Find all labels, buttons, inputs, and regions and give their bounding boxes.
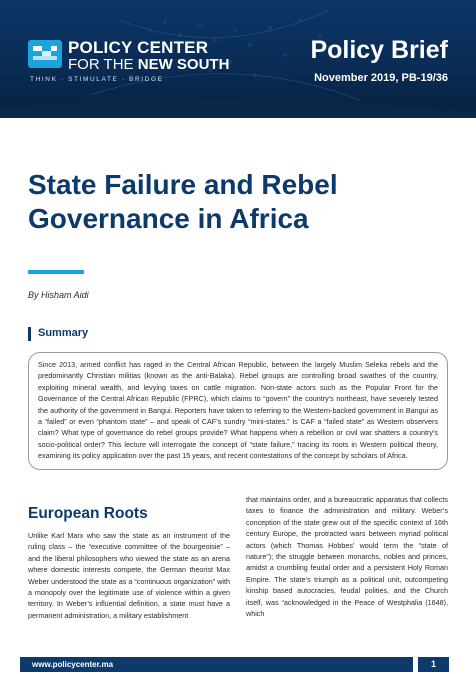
logo-line2: FOR THE NEW SOUTH [68,56,230,73]
page-number: 1 [418,657,449,672]
header-banner [0,0,476,118]
section-heading: European Roots [28,505,148,522]
logo-line1: POLICY CENTER [68,38,209,57]
logo-tagline: THINK · STIMULATE · BRIDGE [30,76,164,83]
page-title: State Failure and Rebel Governance in Africa [28,169,338,234]
footer-url-link[interactable]: www.policycenter.ma [32,660,114,669]
logo-mark-icon [28,40,62,68]
summary-box [28,352,448,470]
doc-date-ref: November 2019, PB-19/36 [314,72,448,84]
body-column-right: that maintains order, and a bureaucratic apparatus that collects taxes to finance the administration and military. Weber’s conception of the state grew out of the specific context of 16th century Europe, the protracted wars between myriad political actors (which Thomas Hobbes’ would term the “state of nature”); the struggle between monarchs, nobles and princes, amidst a crumbling feudal order and a persistent Holy Roman Empire. The state’s triumph as a political unit, outcompeting kinship based autocracies, feudal polities, and the Church itself, was “acknowledged in the Peace of Westphalia (1648), which [246,495,448,619]
summary-heading: Summary [38,327,89,339]
title-accent-rule [28,270,84,274]
doc-type-title: Policy Brief [310,36,448,64]
body-column-left: Unlike Karl Marx who saw the state as an instrument of the ruling class – the “executive committee of the bourgeoisie” – and the liberal philosophers who viewed the state as an arena where domestic interests compete, the German theorist Max Weber understood the state as a “continuous organization” with a monopoly over the legitimate use of violence within a given territory. In Weber’s influential definition, a state must have a permanent administration, a military establishment [28,531,230,620]
summary-marker [28,327,31,341]
author-byline: By Hisham Aidi [28,290,89,300]
summary-text: Since 2013, armed conflict has raged in the Central African Republic, between the largely Muslim Seleka rebels and the predominantly Christian militias (known as the anti-Balaka). Rebel groups are controlling broad swathes of the country, exploiting mineral wealth, and levying taxes on cattle migration. Non-state actors such as the Popular Front for the Governance of the Central African Republic (FPRC), which claims to “govern” the country’s northeast, have severely tested the authority of the government in Bangui. Reporters have taken to referring to the Western-backed government in Bangui as a “failed” or even “phantom state” – and speak of CAF’s sundry “mini-states.” Is CAF a “failed state” as Western observers claim? What type of governance do rebel groups provide? What happens when a rebellion or civil war shatters a country’s socio-political order? This lecture will interrogate the concept of “state failure,” tracing its roots in Western political theory, examining its policy application over the past 15 years, and recent contestations of the concept by scholars of Africa. [38,360,438,461]
